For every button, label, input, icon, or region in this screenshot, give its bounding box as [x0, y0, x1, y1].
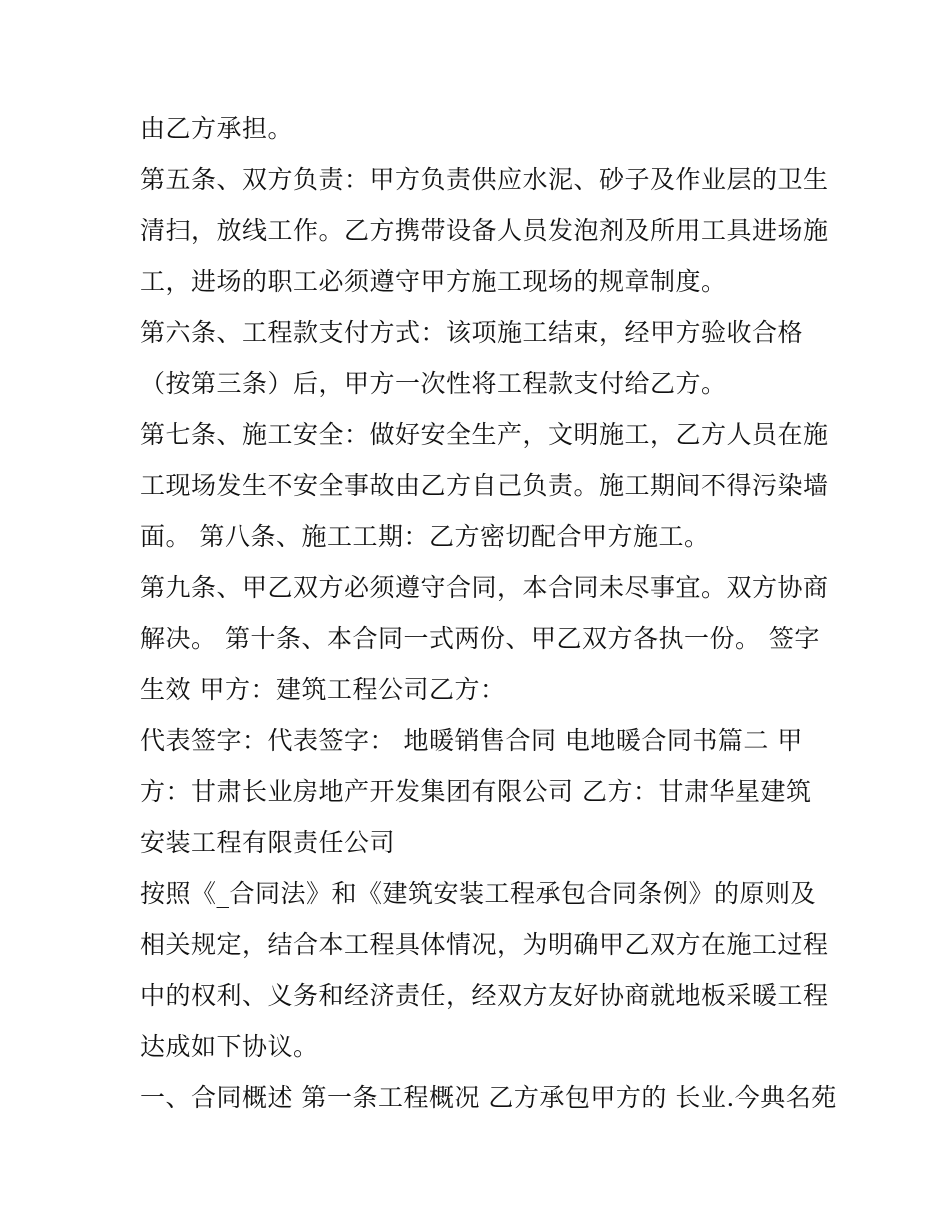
text-line: （按第三条）后，甲方一次性将工程款支付给乙方。 — [140, 369, 727, 398]
text-line: 第五条、双方负责：甲方负责供应水泥、砂子及作业层的卫生 — [140, 165, 829, 194]
text-line: 清扫，放线工作。乙方携带设备人员发泡剂及所用工具进场施 — [140, 216, 829, 245]
text-line: 达成如下协议。 — [140, 1032, 319, 1061]
text-line: 第九条、甲乙双方必须遵守合同，本合同未尽事宜。双方协商 — [140, 573, 829, 602]
text-line: 按照《_合同法》和《建筑安装工程承包合同条例》的原则及 — [140, 879, 817, 908]
text-line: 第六条、工程款支付方式：该项施工结束，经甲方验收合格 — [140, 318, 804, 347]
text-line: 中的权利、义务和经济责任，经双方友好协商就地板采暖工程 — [140, 981, 829, 1010]
text-line: 由乙方承担。 — [140, 114, 294, 143]
text-line: 相关规定，结合本工程具体情况，为明确甲乙双方在施工过程 — [140, 930, 829, 959]
text-line: 一、合同概述 第一条工程概况 乙方承包甲方的 长业.今典名苑 — [140, 1083, 837, 1112]
text-line: 工现场发生不安全事故由乙方自己负责。施工期间不得污染墙 — [140, 471, 829, 500]
document-body — [140, 103, 837, 1123]
text-line: 代表签字：代表签字： 地暖销售合同 电地暖合同书篇二 甲 — [140, 726, 803, 755]
text-line: 解决。 第十条、本合同一式两份、甲乙双方各执一份。 签字 — [140, 624, 820, 653]
text-line: 工，进场的职工必须遵守甲方施工现场的规章制度。 — [140, 267, 727, 296]
text-line: 安装工程有限责任公司 — [140, 828, 396, 857]
text-line: 生效 甲方：建筑工程公司乙方： — [140, 675, 506, 704]
text-line: 方：甘肃长业房地产开发集团有限公司 乙方：甘肃华星建筑 — [140, 777, 812, 806]
text-line: 第七条、施工安全：做好安全生产，文明施工，乙方人员在施 — [140, 420, 829, 449]
text-line: 面。 第八条、施工工期：乙方密切配合甲方施工。 — [140, 522, 710, 551]
